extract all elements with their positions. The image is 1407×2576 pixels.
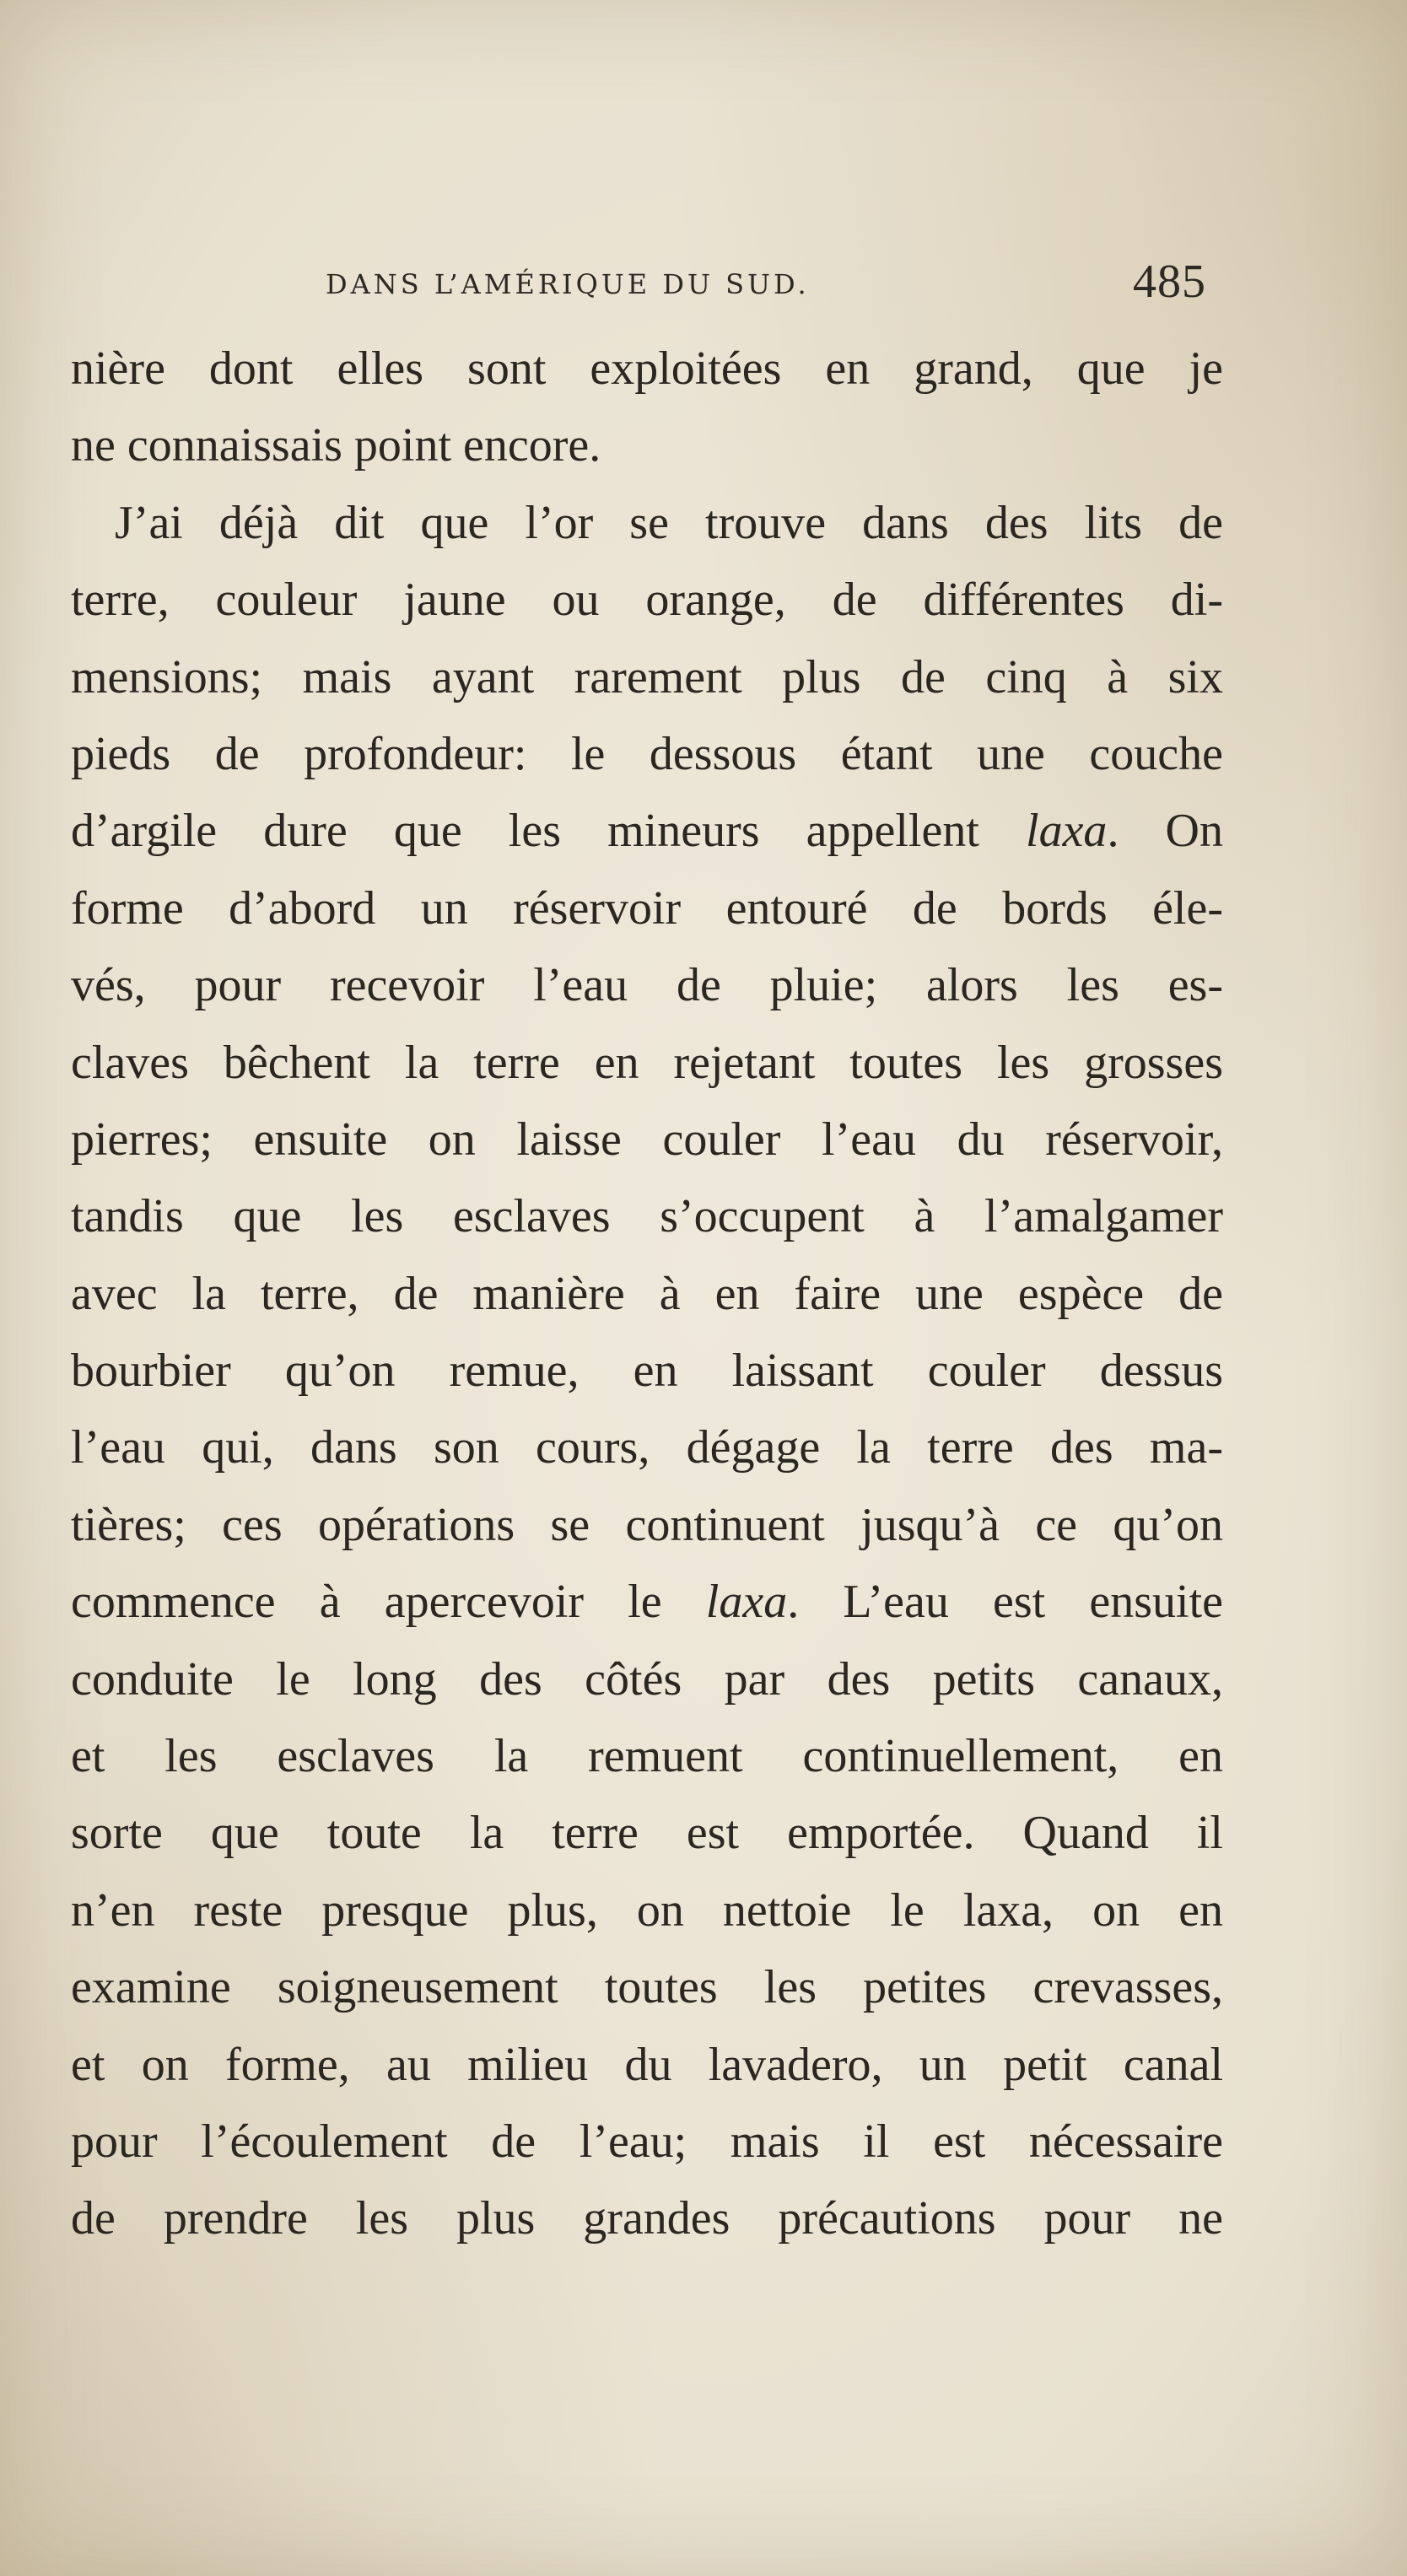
text-line: et on forme, au milieu du lavadero, un petit canal	[71, 2038, 1223, 2091]
running-head-title: DANS L’AMÉRIQUE DU SUD.	[326, 268, 810, 300]
text-line: tandis que les esclaves s’occupent à l’amalgamer	[71, 1190, 1223, 1243]
running-head	[326, 253, 1206, 321]
text-line: avec la terre, de manière à en faire une espèce de	[71, 1267, 1223, 1320]
text-line: examine soigneusement toutes les petites crevasses,	[71, 1961, 1223, 2014]
text-line: conduite le long des côtés par des petits canaux,	[71, 1652, 1223, 1706]
text-line: mensions; mais ayant rarement plus de cinq à six	[71, 650, 1223, 703]
text-line: terre, couleur jaune ou orange, de différentes di-	[71, 574, 1223, 627]
italic-term: laxa	[1026, 805, 1108, 858]
page-number: 485	[1133, 256, 1206, 308]
text-line: commence à apercevoir le laxa. L’eau est ensuite	[71, 1576, 1223, 1629]
text-line: bourbier qu’on remue, en laissant couler dessus	[71, 1345, 1223, 1398]
text-line: et les esclaves la remuent continuellement, en	[71, 1730, 1223, 1783]
text-line: d’argile dure que les mineurs appellent laxa. On	[71, 805, 1223, 858]
text-line: pieds de profondeur: le dessous étant une couche	[71, 727, 1223, 780]
text-line: nière dont elles sont exploitées en grand, que je	[71, 342, 1223, 395]
text-line: vés, pour recevoir l’eau de pluie; alors les es-	[71, 959, 1223, 1012]
text-line: claves bêchent la terre en rejetant toutes les grosses	[71, 1036, 1223, 1089]
text-line: pierres; ensuite on laisse couler l’eau du réservoir,	[71, 1113, 1223, 1166]
text-line: forme d’abord un réservoir entouré de bords éle-	[71, 881, 1223, 935]
text-line: l’eau qui, dans son cours, dégage la terre des ma-	[71, 1421, 1223, 1474]
text-line: sorte que toute la terre est emportée. Quand il	[71, 1807, 1223, 1860]
paragraph-start-line: J’ai déjà dit que l’or se trouve dans des lits de	[115, 496, 1223, 549]
text-line: ne connaissais point encore.	[71, 419, 601, 472]
text-line: n’en reste presque plus, on nettoie le laxa, on en	[71, 1883, 1223, 1937]
body-text	[71, 331, 1223, 2258]
text-line: de prendre les plus grandes précautions pour ne	[71, 2192, 1223, 2245]
italic-term: laxa	[705, 1576, 788, 1629]
text-line: pour l’écoulement de l’eau; mais il est nécessaire	[71, 2115, 1223, 2168]
text-line: tières; ces opérations se continuent jusqu’à ce qu’on	[71, 1498, 1223, 1551]
